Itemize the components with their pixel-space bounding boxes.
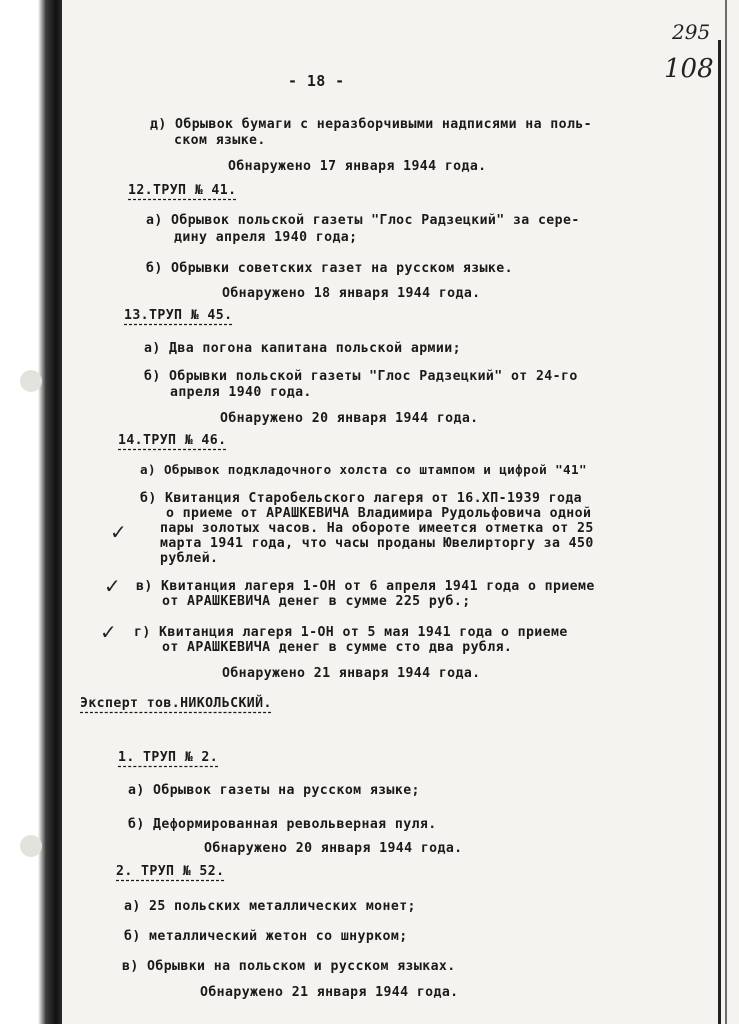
expert-heading: Эксперт тов.НИКОЛЬСКИЙ. (80, 696, 272, 711)
binding-edge (0, 0, 62, 1024)
text-line: о приеме от АРАШКЕВИЧА Владимира Рудольфовича одной (166, 506, 592, 521)
handwritten-number-bottom: 108 (664, 54, 714, 84)
text-line: а) Два погона капитана польской армии; (144, 341, 461, 356)
handwritten-number-top: 295 (672, 20, 711, 44)
punch-hole-top (20, 370, 42, 392)
text-line: Обнаружено 20 января 1944 года. (220, 411, 479, 426)
section-heading: 14.ТРУП № 46. (118, 433, 227, 448)
text-line: Обнаружено 18 января 1944 года. (222, 286, 481, 301)
punch-hole-bottom (20, 835, 42, 857)
text-line: Обнаружено 21 января 1944 года. (222, 666, 481, 681)
text-line: б) Обрывки польской газеты "Глос Радзецкий" от 24-го (144, 369, 578, 384)
text-line: Обнаружено 20 января 1944 года. (204, 841, 463, 856)
section-heading: 12.ТРУП № 41. (128, 183, 237, 198)
page-number: - 18 - (288, 72, 345, 90)
text-line: рублей. (160, 551, 219, 566)
text-line: от АРАШКЕВИЧА денег в сумме 225 руб.; (162, 594, 471, 609)
text-line: в) Обрывки на польском и русском языках. (122, 959, 456, 974)
text-line: пары золотых часов. На обороте имеется отметка от 25 (160, 521, 594, 536)
check-mark: ✓ (100, 620, 117, 644)
check-mark: ✓ (104, 574, 121, 598)
text-line: б) металлический жетон со шнурком; (124, 929, 408, 944)
text-line: а) Обрывок польской газеты "Глос Радзецкий" за сере- (146, 213, 580, 228)
text-line: д) Обрывок бумаги с неразборчивыми надписями на поль- (150, 117, 592, 132)
text-line: апреля 1940 года. (170, 385, 312, 400)
text-line: от АРАШКЕВИЧА денег в сумме сто два рубля. (162, 640, 513, 655)
text-line: в) Квитанция лагеря 1-ОН от 6 апреля 1941 года о приеме (136, 579, 595, 594)
text-line: а) Обрывок подкладочного холста со штампом и цифрой "41" (140, 462, 587, 477)
text-line: б) Квитанция Старобельского лагеря от 16.ХП-1939 года (140, 491, 582, 506)
text-line: г) Квитанция лагеря 1-ОН от 5 мая 1941 года о приеме (134, 625, 568, 640)
section-heading: 1. ТРУП № 2. (118, 750, 219, 765)
text-line: б) Обрывки советских газет на русском языке. (146, 261, 513, 276)
section-heading: 13.ТРУП № 45. (124, 308, 233, 323)
text-line: а) 25 польских металлических монет; (124, 899, 416, 914)
text-line: дину апреля 1940 года; (174, 230, 358, 245)
text-line: марта 1941 года, что часы проданы Ювелирторгу за 450 (160, 536, 594, 551)
text-line: а) Обрывок газеты на русском языке; (128, 783, 420, 798)
text-line: Обнаружено 21 января 1944 года. (200, 985, 459, 1000)
right-page-edge (718, 40, 721, 1024)
text-line: ском языке. (174, 133, 266, 148)
right-page-edge-2 (725, 0, 727, 1024)
text-line: Обнаружено 17 января 1944 года. (228, 159, 487, 174)
section-heading: 2. ТРУП № 52. (116, 864, 225, 879)
text-line: б) Деформированная револьверная пуля. (128, 817, 437, 832)
check-mark: ✓ (110, 520, 127, 544)
